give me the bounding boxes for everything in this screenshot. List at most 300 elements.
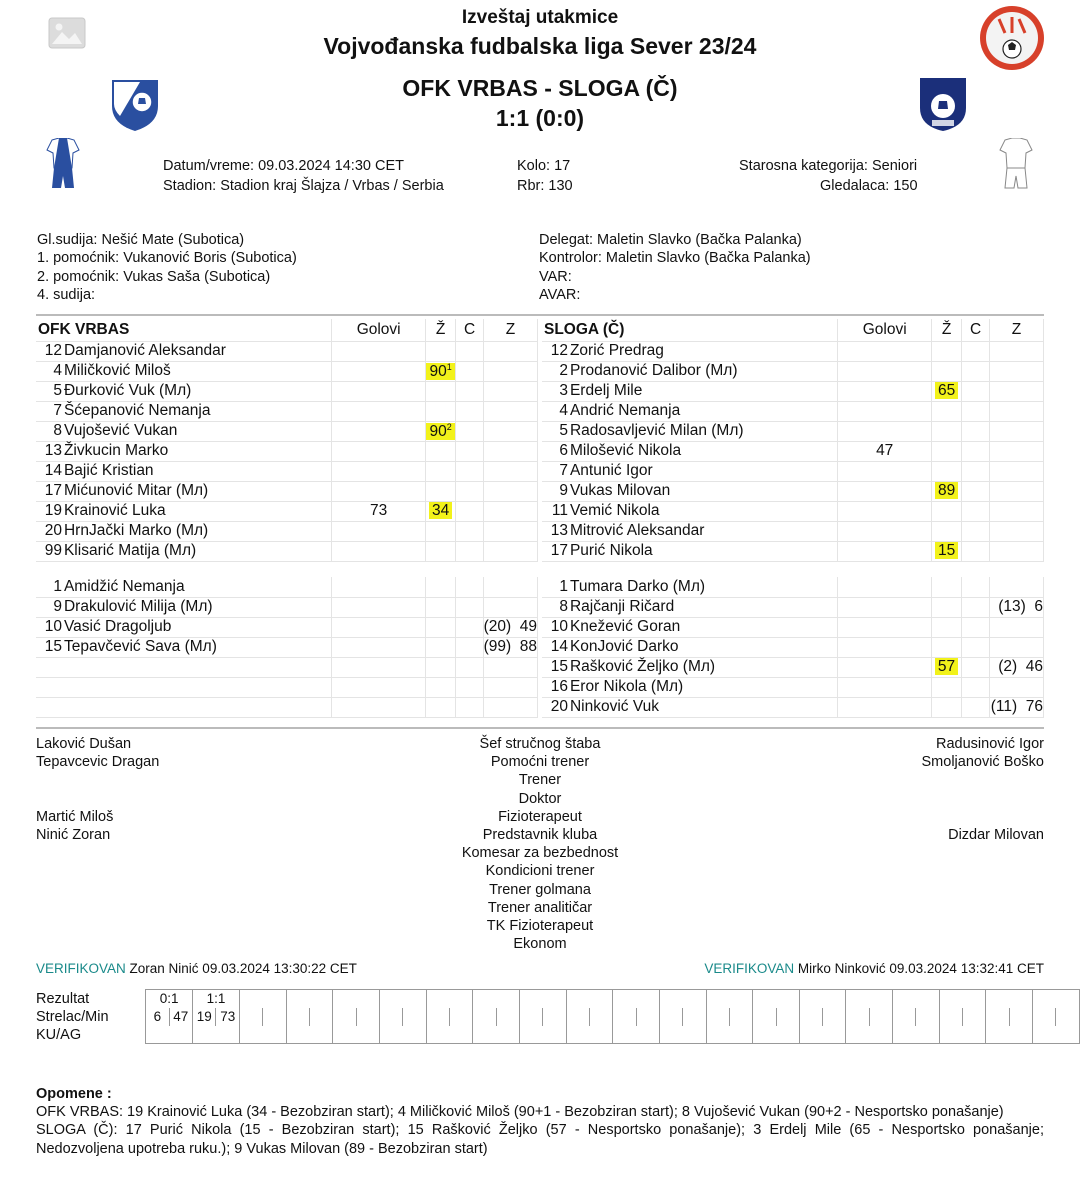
player-sub: (2) 46 <box>989 657 1043 677</box>
result-cell <box>333 990 380 1008</box>
scorer-cell <box>706 1008 729 1026</box>
report-title: Izveštaj utakmice <box>461 7 619 28</box>
scorer-cell <box>286 1008 309 1026</box>
staff-role: Trener analitičar <box>487 899 593 916</box>
scorer-cell <box>356 1008 379 1026</box>
result-cell <box>799 990 846 1008</box>
result-cell <box>519 990 566 1008</box>
player-number: 3 <box>542 381 568 401</box>
player-yellow <box>932 617 962 637</box>
player-row <box>36 501 538 521</box>
player-goals <box>838 481 932 501</box>
player-yellow <box>426 481 456 501</box>
player-sub <box>484 441 538 461</box>
player-sub: (11) 76 <box>990 698 1043 715</box>
ku-ag-cell <box>893 1026 940 1044</box>
added-time: 1 <box>446 361 452 372</box>
player-name: Vukas Milovan <box>568 481 838 501</box>
player-yellow <box>932 541 962 561</box>
added-time: 2 <box>446 421 452 432</box>
col-red: C <box>962 319 990 341</box>
player-goals <box>838 677 932 697</box>
player-number: 20 <box>542 697 568 717</box>
player-sub <box>989 637 1043 657</box>
away-verification <box>560 961 1044 976</box>
player-sub <box>990 541 1044 561</box>
away-subs-table <box>542 577 1044 718</box>
avar-official: AVAR: <box>539 286 581 303</box>
ku-ag-cell <box>986 1026 1033 1044</box>
player-yellow <box>932 697 962 717</box>
player-number: 99 <box>36 541 62 561</box>
player-name: Knežević Goran <box>568 617 838 637</box>
player-name: Erdelj Mile <box>568 381 838 401</box>
scorer-cell <box>963 1008 986 1026</box>
player-yellow <box>932 677 962 697</box>
player-number: 9 <box>36 597 62 617</box>
staff-home-name <box>36 844 336 862</box>
staff-away-name <box>744 790 1044 808</box>
scorer-cell <box>519 1008 542 1026</box>
player-row <box>542 617 1044 637</box>
player-name: Milošević Nikola <box>568 441 838 461</box>
ku-ag-cell <box>286 1026 333 1044</box>
controller: Kontrolor: Maletin Slavko (Bačka Palanka) <box>539 250 811 267</box>
player-goals <box>332 541 426 561</box>
player-name: HrnJački Marko (Mл) <box>62 521 332 541</box>
player-row <box>542 381 1044 401</box>
scorer-cell <box>986 1008 1009 1026</box>
player-goals <box>838 597 932 617</box>
player-red <box>455 617 483 637</box>
scorer-cell <box>426 1008 449 1026</box>
player-yellow <box>426 361 456 381</box>
player-row <box>36 381 538 401</box>
player-sub <box>990 521 1044 541</box>
player-row <box>542 577 1044 597</box>
staff-home-name <box>36 790 336 808</box>
player-sub <box>990 421 1044 441</box>
player-row <box>36 637 538 657</box>
home-starters-table <box>36 319 538 562</box>
home-subs-table <box>36 577 538 718</box>
player-name: Eror Nikola (Mл) <box>568 677 838 697</box>
result-cell <box>473 990 520 1008</box>
result-cell <box>426 990 473 1008</box>
ku-ag-cell <box>566 1026 613 1044</box>
scorer-cell <box>799 1008 822 1026</box>
result-cell <box>1033 990 1080 1008</box>
match-number: Rbr: 130 <box>517 178 573 194</box>
player-number: 15 <box>36 637 62 657</box>
scorer-cell <box>893 1008 916 1026</box>
player-name: Vasić Dragoljub <box>62 617 332 637</box>
player-number: 19 <box>36 501 62 521</box>
white-kit-icon <box>999 138 1033 198</box>
scorer-cell <box>496 1008 519 1026</box>
player-name: Purić Nikola <box>568 541 838 561</box>
player-yellow <box>932 461 962 481</box>
player-number: 5 <box>542 421 568 441</box>
scorer-cell <box>263 1008 286 1026</box>
ku-ag-cell <box>426 1026 473 1044</box>
team-name: SLOGA (Č) <box>542 319 838 341</box>
player-sub <box>483 677 537 697</box>
scorer-cell <box>1033 1008 1056 1026</box>
player-name: Amidžić Nemanja <box>62 577 332 597</box>
player-name: Tepavčević Sava (Mл) <box>62 637 332 657</box>
player-goals <box>838 541 932 561</box>
col-goals: Golovi <box>332 319 426 341</box>
scorer-cell <box>473 1008 496 1026</box>
ku-ag-cell <box>613 1026 660 1044</box>
remarks-section <box>36 1085 1044 1158</box>
result-grid <box>36 989 1080 1044</box>
staff-home-name <box>36 881 336 899</box>
info-right <box>739 156 918 196</box>
player-number: 1 <box>542 577 568 597</box>
result-cell: 0:1 <box>146 990 193 1008</box>
player-goals: 73 <box>332 501 426 521</box>
ku-ag-cell <box>939 1026 986 1044</box>
player-red <box>456 361 484 381</box>
scorer-cell <box>659 1008 682 1026</box>
player-red <box>962 697 990 717</box>
player-red <box>456 341 484 361</box>
player-sub <box>484 381 538 401</box>
staff-role: Trener <box>518 772 562 789</box>
scorer-cell: 73 <box>216 1008 239 1026</box>
player-sub <box>990 481 1044 501</box>
result-cell: 1:1 <box>193 990 240 1008</box>
player-red <box>455 657 483 677</box>
player-number: 6 <box>542 441 568 461</box>
staff-role: Ekonom <box>513 936 567 953</box>
player-goals <box>332 637 426 657</box>
player-sub <box>484 341 538 361</box>
yellow-card-minute: $90^1$ <box>426 363 454 380</box>
player-goals <box>838 501 932 521</box>
player-sub <box>484 461 538 481</box>
result-cell <box>659 990 706 1008</box>
scorer-cell <box>823 1008 846 1026</box>
player-sub: (99) 88 <box>483 638 537 655</box>
verified-by-home: Zoran Ninić 09.03.2024 13:30:22 CET <box>125 961 357 976</box>
col-goals: Golovi <box>838 319 932 341</box>
scorer-cell <box>379 1008 402 1026</box>
player-yellow <box>932 657 962 677</box>
staff-away-name <box>744 917 1044 935</box>
col-red: C <box>456 319 484 341</box>
col-sub: Z <box>484 319 538 341</box>
player-goals <box>838 637 932 657</box>
player-sub <box>989 677 1043 697</box>
player-goals <box>332 421 426 441</box>
result-grid-row <box>36 990 1080 1008</box>
player-red <box>962 501 990 521</box>
player-goals <box>332 441 426 461</box>
player-sub <box>989 617 1043 637</box>
player-name: Rajčanji Ričard <box>568 597 838 617</box>
player-yellow <box>932 441 962 461</box>
player-row <box>542 401 1044 421</box>
player-yellow <box>932 597 962 617</box>
player-name: Rašković Željko (Mл) <box>568 657 838 677</box>
player-sub <box>990 461 1044 481</box>
player-number <box>36 657 62 677</box>
staff-home-name <box>36 899 336 917</box>
ku-ag-cell <box>379 1026 426 1044</box>
player-row <box>36 617 538 637</box>
staff-role: Doktor <box>518 790 562 807</box>
player-row <box>36 597 538 617</box>
player-sub <box>483 597 537 617</box>
result-cell <box>239 990 286 1008</box>
player-row <box>36 541 538 561</box>
verified-label: VERIFIKOVAN <box>704 961 795 976</box>
home-staff-list <box>36 735 336 953</box>
player-red <box>962 637 990 657</box>
player-goals <box>838 461 932 481</box>
scorer-cell <box>1009 1008 1032 1026</box>
player-row <box>36 521 538 541</box>
player-sub <box>990 441 1044 461</box>
player-yellow <box>426 341 456 361</box>
scorer-cell <box>239 1008 262 1026</box>
home-verification <box>36 961 357 976</box>
player-goals <box>332 361 426 381</box>
scorer-cell <box>846 1008 869 1026</box>
player-name: Mićunović Mitar (Mл) <box>62 481 332 501</box>
result-cell <box>613 990 660 1008</box>
player-number: 14 <box>36 461 62 481</box>
player-number: 13 <box>36 441 62 461</box>
player-goals <box>838 401 932 421</box>
player-row <box>542 441 1044 461</box>
col-yellow: Ž <box>932 319 962 341</box>
var-official: VAR: <box>539 268 572 285</box>
player-yellow <box>932 521 962 541</box>
player-row <box>542 361 1044 381</box>
player-yellow <box>426 461 456 481</box>
player-row <box>36 401 538 421</box>
result-cell <box>846 990 893 1008</box>
match-datetime: Datum/vreme: 09.03.2024 14:30 CET <box>163 158 404 174</box>
player-red <box>962 461 990 481</box>
roster-header-row <box>36 319 538 341</box>
scorer-cell <box>1056 1008 1080 1026</box>
player-red <box>962 577 990 597</box>
verified-by-away: Mirko Ninković 09.03.2024 13:32:41 CET <box>794 961 1044 976</box>
away-starters-table <box>542 319 1044 562</box>
player-goals <box>838 381 932 401</box>
scorer-cell: 6 <box>146 1008 169 1026</box>
player-goals <box>838 577 932 597</box>
result-grid-label: Strelac/Min <box>36 1008 109 1025</box>
staff-away-name <box>744 771 1044 789</box>
remarks-home: OFK VRBAS: 19 Krainović Luka (34 - Bezobziran start); 4 Miličković Miloš (90+1 - Bezobziran start); 8 Vujošević Vukan (90+2 - Nesportsko ponašanje) <box>36 1104 1004 1121</box>
player-yellow <box>426 441 456 461</box>
player-red <box>455 597 483 617</box>
ku-ag-cell <box>146 1026 193 1044</box>
player-yellow <box>932 501 962 521</box>
player-red <box>962 521 990 541</box>
player-name: Šćepanović Nemanja <box>62 401 332 421</box>
scorer-cell <box>449 1008 472 1026</box>
player-row <box>36 677 538 697</box>
player-yellow <box>426 521 456 541</box>
player-name: Tumara Darko (Mл) <box>568 577 838 597</box>
col-sub: Z <box>990 319 1044 341</box>
player-red <box>455 697 483 717</box>
delegate: Delegat: Maletin Slavko (Bačka Palanka) <box>539 232 802 248</box>
divider <box>36 727 1044 729</box>
player-number: 17 <box>36 481 62 501</box>
player-number <box>36 697 62 717</box>
scorer-cell <box>636 1008 659 1026</box>
assistant-referee-2: 2. pomoćnik: Vukas Saša (Subotica) <box>37 268 271 285</box>
player-sub <box>990 501 1044 521</box>
player-yellow <box>425 637 455 657</box>
player-name: Vemić Nikola <box>568 501 838 521</box>
player-red <box>962 441 990 461</box>
staff-away-name <box>744 862 1044 880</box>
fk-sloga-crest <box>918 76 968 136</box>
player-row <box>36 361 538 381</box>
player-red <box>455 637 483 657</box>
staff-role: Fizioterapeut <box>498 808 582 825</box>
remarks-title: Opomene : <box>36 1086 112 1102</box>
staff-home-name: Tepavcevic Dragan <box>36 754 160 771</box>
ku-ag-cell <box>473 1026 520 1044</box>
ku-ag-cell <box>753 1026 800 1044</box>
player-name: KonJović Darko <box>568 637 838 657</box>
player-yellow <box>425 657 455 677</box>
staff-role: Šef stručnog štaba <box>479 736 601 752</box>
ku-ag-cell <box>799 1026 846 1044</box>
player-number: 1 <box>36 577 62 597</box>
result-grid-row <box>36 1008 1080 1026</box>
scorer-cell <box>333 1008 356 1026</box>
fourth-official: 4. sudija: <box>37 286 96 303</box>
player-red <box>962 481 990 501</box>
player-sub <box>990 361 1044 381</box>
scorer-cell <box>613 1008 636 1026</box>
staff-away-name: Dizdar Milovan <box>948 827 1044 844</box>
result-cell <box>893 990 940 1008</box>
player-name: Andrić Nemanja <box>568 401 838 421</box>
player-goals <box>332 381 426 401</box>
player-red <box>962 421 990 441</box>
scorer-cell <box>403 1008 426 1026</box>
yellow-card-minute: 34 <box>429 502 452 519</box>
player-sub <box>484 541 538 561</box>
scorer-cell: 19 <box>193 1008 216 1026</box>
player-row <box>542 697 1044 717</box>
player-name: Miličković Miloš <box>62 361 332 381</box>
info-left <box>163 156 444 196</box>
player-row <box>542 341 1044 361</box>
player-name: Prodanović Dalibor (Mл) <box>568 361 838 381</box>
roster-header-row <box>542 319 1044 341</box>
player-red <box>456 401 484 421</box>
result-grid-row <box>36 1026 1080 1044</box>
player-name: Vujošević Vukan <box>62 421 332 441</box>
staff-role: Pomoćni trener <box>490 754 590 771</box>
player-red <box>962 657 990 677</box>
head-referee: Gl.sudija: Nešić Mate (Subotica) <box>37 232 245 248</box>
player-number: 4 <box>36 361 62 381</box>
scorer-cell <box>753 1008 776 1026</box>
yellow-card-minute: $90^2$ <box>426 423 454 440</box>
scorer-cell <box>566 1008 589 1026</box>
player-goals: 47 <box>838 441 932 461</box>
player-yellow <box>932 401 962 421</box>
staff-home-name <box>36 862 336 880</box>
player-name: Ninković Vuk <box>568 697 838 717</box>
player-number: 7 <box>36 401 62 421</box>
scorer-cell <box>776 1008 799 1026</box>
staff-roles-list <box>340 735 740 953</box>
league-title: Vojvođanska fudbalska liga Sever 23/24 <box>323 33 757 59</box>
player-name <box>62 677 332 697</box>
player-red <box>962 381 990 401</box>
age-category: Starosna kategorija: Seniori <box>739 158 918 174</box>
team-name: OFK VRBAS <box>36 319 332 341</box>
player-row <box>36 341 538 361</box>
player-red <box>456 501 484 521</box>
player-red <box>456 541 484 561</box>
player-number: 10 <box>36 617 62 637</box>
scorer-cell: 47 <box>169 1008 192 1026</box>
player-name: Antunić Igor <box>568 461 838 481</box>
staff-role: Komesar za bezbednost <box>461 845 619 862</box>
yellow-card-minute: 15 <box>935 542 958 559</box>
staff-away-name <box>744 808 1044 826</box>
result-cell <box>379 990 426 1008</box>
scorer-cell <box>916 1008 939 1026</box>
player-name: Krainović Luka <box>62 501 332 521</box>
player-number: 12 <box>542 341 568 361</box>
player-yellow <box>425 597 455 617</box>
player-number: 16 <box>542 677 568 697</box>
player-sub <box>483 697 537 717</box>
officials-left <box>37 231 297 304</box>
player-number: 15 <box>542 657 568 677</box>
ku-ag-cell <box>239 1026 286 1044</box>
player-row <box>36 421 538 441</box>
col-yellow: Ž <box>426 319 456 341</box>
player-goals <box>332 597 426 617</box>
staff-away-name <box>744 899 1044 917</box>
result-grid-label: KU/AG <box>36 1026 82 1043</box>
assistant-referee-1: 1. pomoćnik: Vukanović Boris (Subotica) <box>37 250 297 267</box>
player-red <box>962 401 990 421</box>
player-goals <box>332 677 426 697</box>
player-sub <box>484 421 538 441</box>
result-cell <box>986 990 1033 1008</box>
player-goals <box>332 341 426 361</box>
player-sub <box>484 501 538 521</box>
ku-ag-cell <box>706 1026 753 1044</box>
player-red <box>456 441 484 461</box>
result-cell <box>939 990 986 1008</box>
player-yellow <box>932 381 962 401</box>
player-red <box>455 577 483 597</box>
staff-role: Kondicioni trener <box>485 863 595 880</box>
player-name: Drakulović Milija (Mл) <box>62 597 332 617</box>
info-center <box>517 156 573 196</box>
